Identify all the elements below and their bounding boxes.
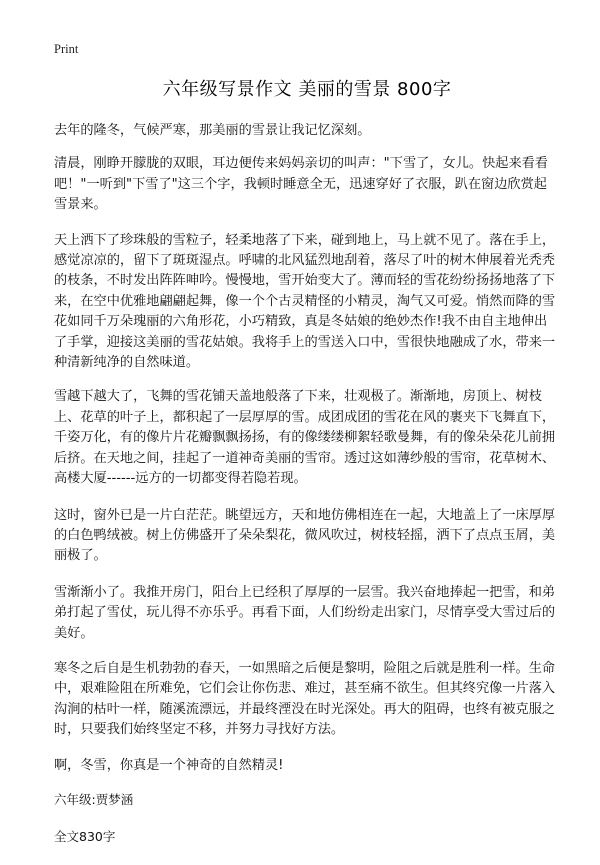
author-line: 六年级:贾梦涵 <box>54 791 134 807</box>
paragraph-5: 这时，窗外已是一片白茫茫。眺望远方，天和地仿佛相连在一起，大地盖上了一床厚厚的白色鸭绒被。树上仿佛盛开了朵朵梨花，微风吹过，树枝轻摇，洒下了点点玉屑，美丽极了。 <box>54 507 556 564</box>
paragraph-1: 去年的隆冬，气候严寒，那美丽的雪景让我记忆深刻。 <box>54 123 371 138</box>
paragraph-6: 雪渐渐小了。我推开房门，阳台上已经积了厚厚的一层雪。我兴奋地捧起一把雪，和弟弟打起了雪仗，玩儿得不亦乐乎。再看下面，人们纷纷走出家门，尽情享受大雪过后的美好。 <box>54 584 556 641</box>
word-count: 全文830字 <box>54 829 116 845</box>
paragraph-4: 雪越下越大了，飞舞的雪花铺天盖地般落了下来，壮观极了。渐渐地，房顶上、树枝上、花草的叶子上，都积起了一层厚厚的雪。成团成团的雪花在风的裹夹下飞舞直下，千姿万化，有的像片片花瓣飘飘扬扬，有的像缕缕柳絮轻歌曼舞，有的像朵朵花儿前拥后挤。在天地之间，挂起了一道神奇美丽的雪帘。透过这如薄纱般的雪帘，花草树木、高楼大厦------远方的一切都变得若隐若现。 <box>54 389 556 487</box>
paragraph-3: 天上洒下了珍珠般的雪粒子，轻柔地落了下来，碰到地上，马上就不见了。落在手上，感觉凉凉的，留下了斑斑湿点。呼啸的北风猛烈地刮着，落尽了叶的树木伸展着光秃秃的枝条，不时发出阵阵呻吟。慢慢地，雪开始变大了。薄而轻的雪花纷纷扬扬地落了下来，在空中优雅地翩翩起舞，像一个个古灵精怪的小精灵，淘气又可爱。悄然而降的雪花如同千万朵瑰丽的六角形花，小巧精致，真是冬姑娘的绝妙杰作!我不由自主地伸出了手掌，迎接这美丽的雪花姑娘。我将手上的雪送入口中，雪很快地融成了水，带来一种清新纯净的自然味道。 <box>54 232 556 371</box>
article-title: 六年级写景作文 美丽的雪景 800字 <box>162 79 452 100</box>
paragraph-7: 寒冬之后自是生机勃勃的春天，一如黑暗之后便是黎明，险阻之后就是胜利一样。生命中，艰难险阻在所难免，它们会让你伤悲、难过，甚至痛不欲生。但其终究像一片落入沟涧的枯叶一样，随溪流漂远，并最终湮没在时光深处。再大的阻碍，也终有被克服之时，只要我们始终坚定不移，并努力寻找好方法。 <box>54 660 556 738</box>
paragraph-2: 清晨，刚睁开朦胧的双眼，耳边便传来妈妈亲切的叫声："下雪了，女儿。快起来看看吧！"一听到"下雪了"这三个字，我顿时睡意全无，迅速穿好了衣服，趴在窗边欣赏起雪景来。 <box>54 156 548 213</box>
paragraph-8: 啊，冬雪，你真是一个神奇的自然精灵! <box>54 757 284 773</box>
article-body <box>54 121 560 865</box>
print-link[interactable]: Print <box>54 42 79 56</box>
